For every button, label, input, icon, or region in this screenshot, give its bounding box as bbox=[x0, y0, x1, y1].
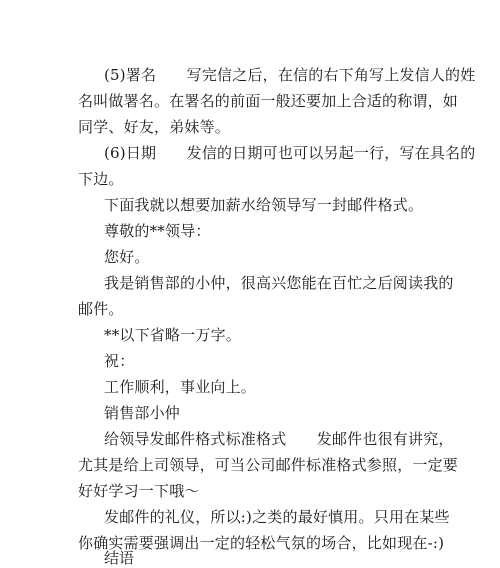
letter-greeting: 您好。 bbox=[104, 248, 150, 266]
letter-signature: 销售部小仲 bbox=[104, 404, 181, 422]
letter-omission-note: **以下省略一万字。 bbox=[104, 326, 242, 344]
cut-off-text: 结语 bbox=[104, 549, 135, 567]
paragraph-etiquette-line-2: 你确实需要强调出一定的轻松气氛的场合，比如现在-:) bbox=[78, 534, 445, 552]
paragraph-format-line-2: 尤其是给上司领导，可当公司邮件标准格式参照，一定要 bbox=[78, 456, 459, 474]
letter-closing-wish: 祝： bbox=[104, 352, 135, 370]
paragraph-signature-line-2: 名叫做署名。在署名的前面一般还要加上合适的称谓，如 bbox=[78, 92, 459, 110]
paragraph-date-line-2: 下边。 bbox=[78, 170, 124, 188]
letter-closing-line: 工作顺利，事业向上。 bbox=[104, 378, 257, 396]
paragraph-format-line-3: 好好学习一下哦～ bbox=[78, 482, 200, 500]
cut-off-line bbox=[104, 549, 135, 568]
paragraph-intro: 下面我就以想要加薪水给领导写一封邮件格式。 bbox=[104, 196, 424, 214]
paragraph-signature-line-3: 同学、好友，弟妹等。 bbox=[78, 118, 231, 136]
letter-body-line-2: 邮件。 bbox=[78, 300, 124, 318]
paragraph-signature-line-1: (5)署名 写完信之后，在信的右下角写上发信人的姓 bbox=[104, 66, 476, 84]
paragraph-date-line-1: (6)日期 发信的日期可也可以另起一行，写在具名的 bbox=[104, 144, 476, 162]
paragraph-etiquette-line-1: 发邮件的礼仪，所以:)之类的最好慎用。只用在某些 bbox=[104, 508, 450, 526]
letter-body-line-1: 我是销售部的小仲，很高兴您能在百忙之后阅读我的 bbox=[104, 274, 454, 292]
letter-salutation: 尊敬的**领导： bbox=[104, 222, 211, 240]
paragraph-format-line-1: 给领导发邮件格式标准格式 发邮件也很有讲究， bbox=[104, 430, 454, 448]
